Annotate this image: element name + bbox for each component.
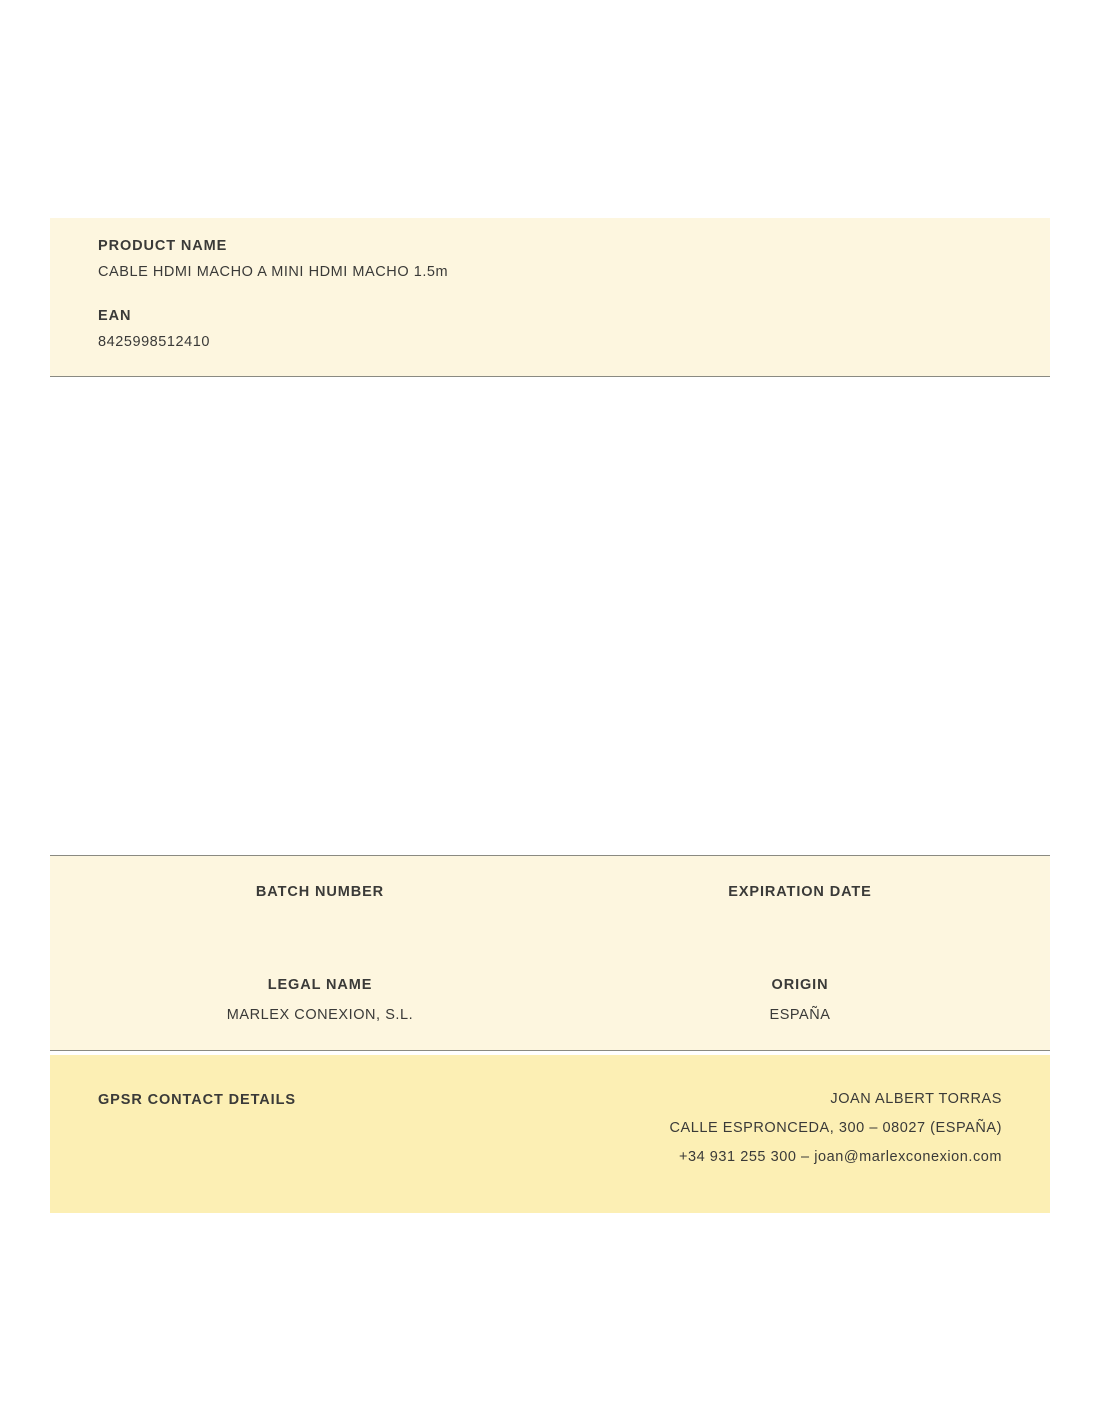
gpsr-contact-title: GPSR CONTACT DETAILS (98, 1092, 296, 1108)
gpsr-contact-phone-email: +34 931 255 300 – joan@marlexconexion.com (678, 1149, 1002, 1165)
batch-number-value (110, 914, 530, 931)
origin-cell (550, 977, 1050, 1024)
batch-number-cell (50, 884, 550, 931)
expiration-date-value (570, 914, 1030, 931)
origin-value: ESPAÑA (769, 1007, 831, 1023)
gpsr-contact-address: CALLE ESPRONCEDA, 300 – 08027 (ESPAÑA) (669, 1120, 1002, 1136)
expiration-date-cell (550, 884, 1050, 931)
legal-name-cell (50, 977, 550, 1024)
ean-label: EAN (98, 308, 132, 324)
batch-number-label: BATCH NUMBER (255, 884, 385, 900)
legal-name-label: LEGAL NAME (267, 977, 373, 993)
ean-value: 8425998512410 (98, 334, 210, 350)
product-name-label: PRODUCT NAME (98, 238, 228, 254)
product-details-panel (50, 855, 1050, 1051)
product-name-value: CABLE HDMI MACHO A MINI HDMI MACHO 1.5m (98, 264, 449, 280)
expiration-date-label: EXPIRATION DATE (728, 884, 872, 900)
legal-origin-row (50, 977, 1050, 1024)
origin-label: ORIGIN (771, 977, 829, 993)
ean-field (98, 308, 1002, 350)
batch-expiration-row (50, 884, 1050, 931)
gpsr-contact-panel (50, 1055, 1050, 1213)
product-info-panel (50, 218, 1050, 377)
details-row-spacer (50, 931, 1050, 977)
legal-name-value: MARLEX CONEXION, S.L. (226, 1007, 414, 1023)
product-name-field (98, 238, 1002, 280)
gpsr-contact-lines (669, 1091, 1002, 1165)
gpsr-contact-name: JOAN ALBERT TORRAS (830, 1091, 1002, 1107)
